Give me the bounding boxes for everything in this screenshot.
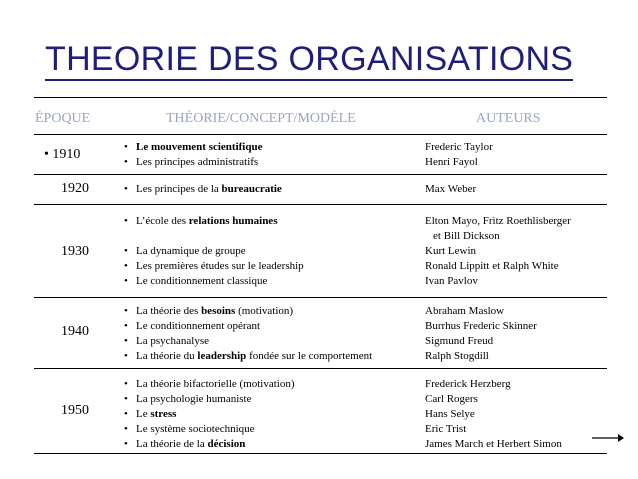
bullet-icon: • (124, 183, 128, 195)
author: Frederick Herzberg (425, 378, 511, 390)
bullet-icon: • (124, 423, 128, 435)
bullet-icon: • (124, 141, 128, 153)
list-item: • Le système sociotechnique (124, 423, 255, 435)
author: Eric Trist (425, 423, 467, 435)
header-epoque: ÉPOQUE (35, 111, 91, 126)
author: Max Weber (425, 183, 477, 195)
table-rule (34, 204, 607, 205)
list-item: • La théorie du leadership fondée sur le comportement (124, 350, 373, 362)
bullet-icon: • (124, 335, 128, 347)
bullet-icon: • (124, 275, 128, 287)
bullet-icon: • (124, 156, 128, 168)
author: Abraham Maslow (425, 305, 505, 317)
era-1940: 1940 (61, 324, 89, 339)
bullet-icon: • (124, 393, 128, 405)
bullet-icon: • (124, 215, 128, 227)
list-item: • La dynamique de groupe (124, 245, 246, 257)
page-title: THEORIE DES ORGANISATIONS (45, 40, 573, 81)
table-rule (34, 174, 607, 175)
list-item: • Les principes administratifs (124, 156, 259, 168)
author: Henri Fayol (425, 156, 478, 168)
list-item: • La psychanalyse (124, 335, 209, 347)
header-theorie: THÉORIE/CONCEPT/MODÈLE (166, 111, 356, 126)
bullet-icon: • (124, 438, 128, 450)
list-item: • Le mouvement scientifique (124, 141, 263, 153)
bullet-icon: • (124, 260, 128, 272)
list-item: • Les premières études sur le leadership (124, 260, 304, 272)
table-rule (34, 297, 607, 298)
author: Ronald Lippitt et Ralph White (425, 260, 559, 272)
author: Burrhus Frederic Skinner (425, 320, 537, 332)
list-item: • La théorie des besoins (motivation) (124, 305, 294, 317)
header-auteurs: AUTEURS (476, 111, 541, 126)
era-1950: 1950 (61, 403, 89, 418)
author: Frederic Taylor (425, 141, 493, 153)
author: Hans Selye (425, 408, 475, 420)
list-item: • Les principes de la bureaucratie (124, 183, 282, 195)
era-1910: • 1910 (44, 147, 81, 162)
bullet-icon: • (124, 350, 128, 362)
bullet-icon: • (124, 305, 128, 317)
author: Ivan Pavlov (425, 275, 478, 287)
bullet-icon: • (124, 378, 128, 390)
table-rule-top (34, 97, 607, 98)
author: Elton Mayo, Fritz Roethlisberger (425, 215, 571, 227)
list-item: • L’école des relations humaines (124, 215, 278, 227)
author: Sigmund Freud (425, 335, 494, 347)
list-item: • La théorie de la décision (124, 438, 246, 450)
bullet-icon: • (124, 245, 128, 257)
list-item: • Le stress (124, 408, 177, 420)
author: Kurt Lewin (425, 245, 477, 257)
table-rule (34, 368, 607, 369)
table-rule (34, 134, 607, 135)
author: et Bill Dickson (433, 230, 500, 242)
table-rule-bottom (34, 453, 607, 454)
list-item: • Le conditionnement opérant (124, 320, 261, 332)
bullet-icon: • (124, 408, 128, 420)
list-item: • Le conditionnement classique (124, 275, 268, 287)
bullet-icon: • (124, 320, 128, 332)
era-1930: 1930 (61, 244, 89, 259)
author: Ralph Stogdill (425, 350, 489, 362)
era-1920: 1920 (61, 181, 89, 196)
right-arrow-icon[interactable] (592, 433, 624, 443)
author: Carl Rogers (425, 393, 478, 405)
list-item: • La théorie bifactorielle (motivation) (124, 378, 295, 390)
author: James March et Herbert Simon (425, 438, 562, 450)
list-item: • La psychologie humaniste (124, 393, 252, 405)
